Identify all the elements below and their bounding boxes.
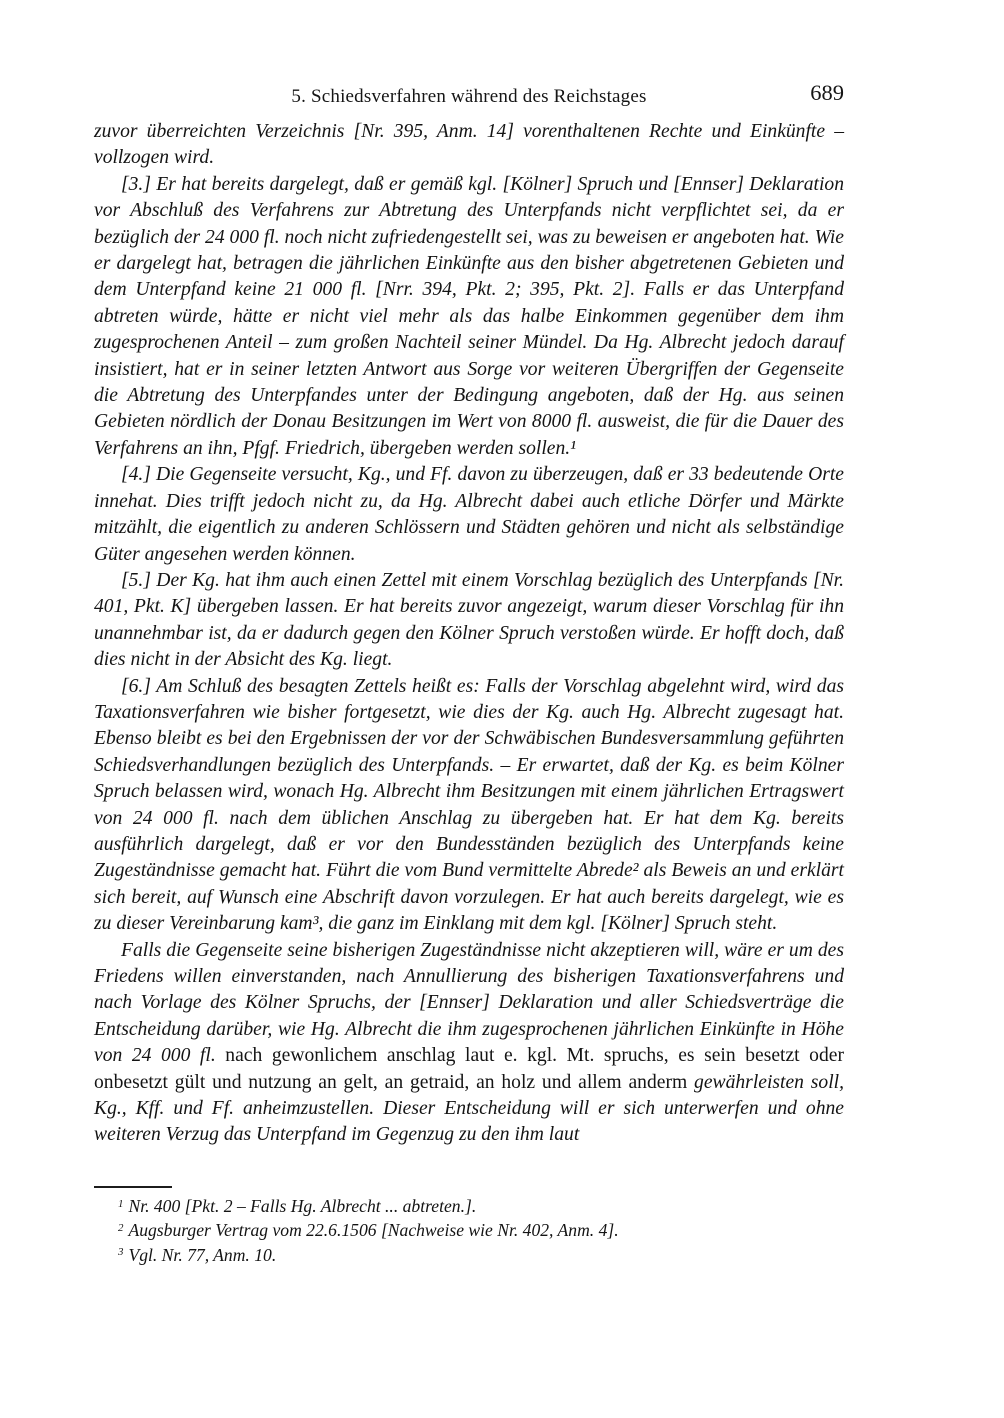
paragraph-final — [94, 938, 844, 1149]
footnote-2 — [94, 1218, 844, 1242]
footnote-1-marker: 1 — [118, 1197, 124, 1210]
body-text — [94, 119, 844, 1149]
paragraph-3: [3.] Er hat bereits dargelegt, daß er gemäß kgl. [Kölner] Spruch und [Ennser] Deklaration vor Abschluß des Verfahrens zur Abtretung des Unterpfands nicht verpflichtet sei, da er bezüglich der 24 000 fl. noch nicht zufriedengestellt sei, was zu beweisen er angeboten hat. Wie er dargelegt hat, betragen die jährlichen Einkünfte aus den bisher abgetretenen Gebieten und dem Unterpfand keine 21 000 fl. [Nrr. 394, Pkt. 2; 395, Pkt. 2]. Falls er das Unterpfand abtreten würde, hätte er nicht viel mehr als das halbe Einkommen gegenüber dem ihm zugesprochenen Anteil – zum großen Nachteil seiner Mündel. Da Hg. Albrecht jedoch darauf insistiert, hat er in seiner letzten Antwort aus Sorge vor weiteren Übergriffen der Gegenseite die Abtretung des Unterpfandes unter der Bedingung angeboten, daß der Hg. aus seinen Gebieten nördlich der Donau Besitzungen im Wert von 8000 fl. ausweist, die für die Dauer des Verfahrens an ihn, Pfgf. Friedrich, übergeben werden sollen.¹ — [94, 173, 844, 459]
running-head — [94, 80, 844, 108]
paragraph-final-italic-tail: gewährleisten soll, Kg., Kff. und Ff. anheimzustellen. Dieser Entscheidung will er sich unterwerfen und ohne weiteren Verzug das Unterpfand im Gegenzug zu den ihm laut — [94, 1071, 844, 1146]
paragraph-4: [4.] Die Gegenseite versucht, Kg., und Ff. davon zu überzeugen, daß er 33 bedeutende Orte innehat. Dies trifft jedoch nicht zu, da Hg. Albrecht dabei auch etliche Dörfer und Märkte mitzählt, die eigentlich zu anderen Schlössern und Städten gehören und nicht als selbständige Güter angesehen werden können. — [94, 464, 844, 565]
page-number: 689 — [810, 80, 844, 105]
footnote-2-marker: 2 — [118, 1221, 124, 1234]
paragraph-6: [6.] Am Schluß des besagten Zettels heißt es: Falls der Vorschlag abgelehnt wird, wird das Taxationsverfahren wie bisher fortgesetzt, wie dies der Kg. auch Hg. Albrecht zugesagt hat. Ebenso bleibt es bei den Ergebnissen der vor der Schwäbischen Bundesversammlung geführten Schiedsverhandlungen bezüglich des Unterpfands. – Er erwartet, daß der Kg. es beim Kölner Spruch belassen wird, wonach Hg. Albrecht ihm Besitzungen mit einem jährlichen Ertragswert von 24 000 fl. nach dem üblichen Anschlag zu übergeben hat. Er hat dem Kg. bereits ausführlich dargelegt, daß er vor den Bundesständen bezüglich des Unterpfands keine Zugeständnisse gemacht hat. Führt die vom Bund vermittelte Abrede² als Beweis an und erklärt sich bereit, auf Wunsch eine Abschrift davon vorzulegen. Er hat auch bereits dargelegt, wie es zu dieser Vereinbarung kam³, die ganz im Einklang mit dem kgl. [Kölner] Spruch steht. — [94, 675, 844, 935]
footnote-3-marker: 3 — [118, 1246, 124, 1259]
footnote-1-text: Nr. 400 [Pkt. 2 – Falls Hg. Albrecht ... abtreten.]. — [128, 1196, 477, 1216]
paragraph-final-source-quote: nach gewonlichem anschlag laut e. kgl. Mt. spruchs, es sein besetzt oder onbesetzt gült und nutzung an gelt, an getraid, an holz und allem anderm — [94, 1045, 844, 1093]
chapter-header: 5. Schiedsverfahren während des Reichstages — [291, 86, 647, 107]
paragraph-final-italic-lead: Falls die Gegenseite seine bisherigen Zugeständnisse nicht akzeptieren will, wäre er um des Friedens willen einverstanden, nach Annullierung des bisherigen Taxationsverfahrens und nach Vorlage des Kölner Spruchs, der [Ennser] Deklaration und aller Schiedsverträge die Entscheidung darüber, wie Hg. Albrecht die ihm zugesprochenen jährlichen Einkünfte in Höhe von 24 000 fl. — [94, 939, 844, 1067]
footnote-separator-rule — [94, 1186, 172, 1188]
footnote-2-text: Augsburger Vertrag vom 22.6.1506 [Nachweise wie Nr. 402, Anm. 4]. — [128, 1220, 619, 1241]
paragraph-5: [5.] Der Kg. hat ihm auch einen Zettel mit einem Vorschlag bezüglich des Unterpfands [Nr. 401, Pkt. K] übergeben lassen. Er hat bereits zuvor angezeigt, warum dieser Vorschlag für ihn unannehmbar ist, da er dadurch gegen den Kölner Spruch verstoßen würde. Er hofft doch, daß dies nicht in der Absicht des Kg. liegt. — [94, 569, 844, 671]
paragraph-continuation: zuvor überreichten Verzeichnis [Nr. 395, Anm. 14] vorenthaltenen Rechte und Einkünfte – vollzogen wird. — [94, 121, 844, 169]
footnote-3-text: Vgl. Nr. 77, Anm. 10. — [128, 1244, 277, 1265]
footnote-3 — [94, 1243, 844, 1267]
footnote-1 — [94, 1194, 844, 1218]
footnotes — [94, 1194, 844, 1267]
